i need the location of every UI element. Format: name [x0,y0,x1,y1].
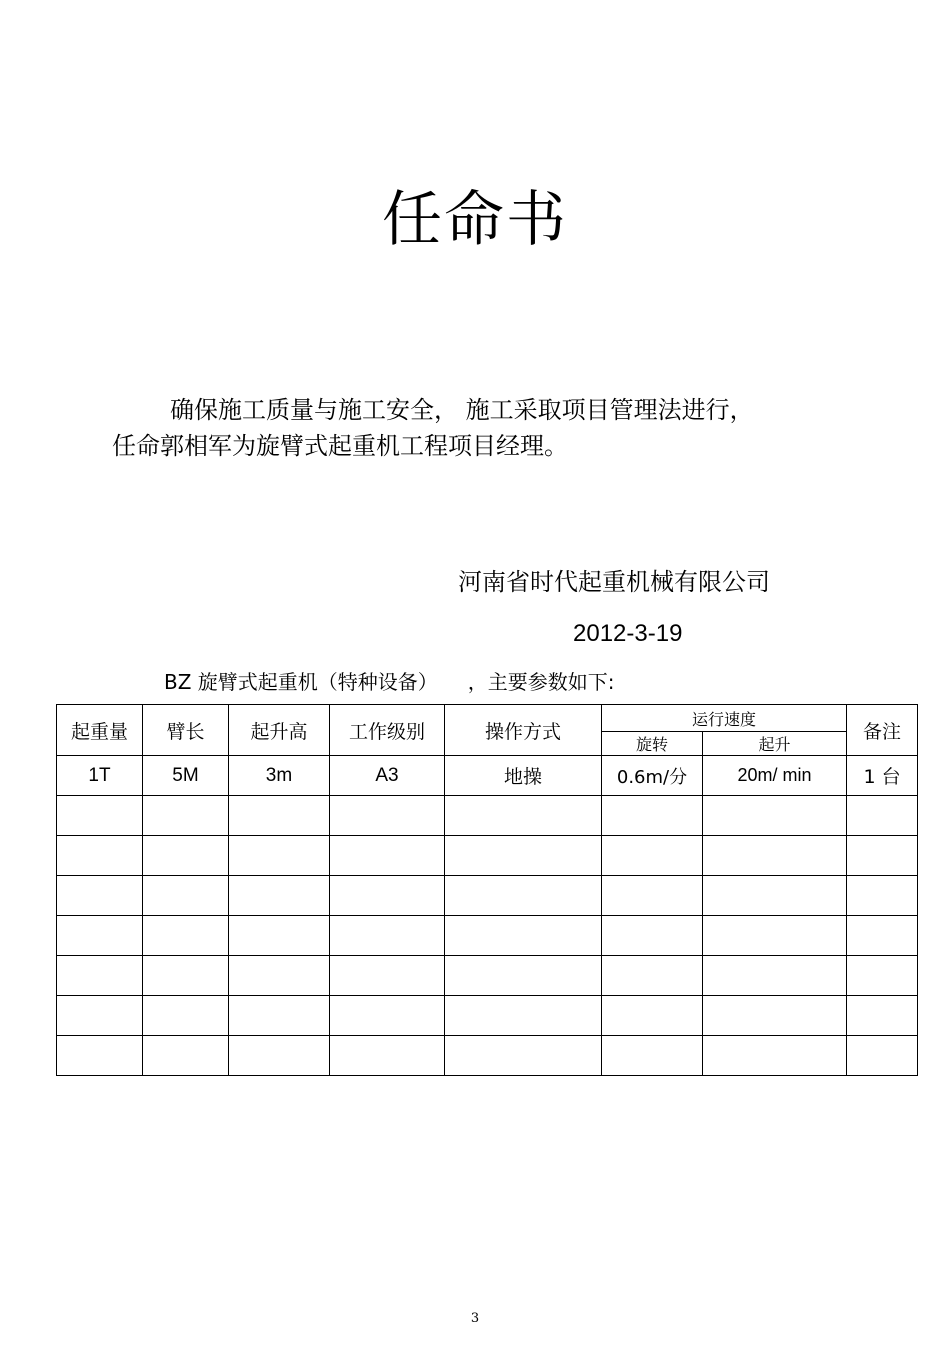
table-row [57,916,918,956]
header-speed-rotate: 旋转 [602,732,703,756]
cell-capacity: 1T [57,756,143,796]
header-speed-lift: 起升 [703,732,847,756]
cell-lift-height: 3m [229,756,330,796]
page-number: 3 [470,1311,480,1326]
header-capacity: 起重量 [57,705,143,756]
cell-work-class: A3 [330,756,445,796]
paragraph-line-1: 确保施工质量与施工安全， 施工采取项目管理法进行， [170,396,754,424]
table-row [57,756,918,796]
cell-operation: 地操 [445,756,602,796]
header-arm-length: 臂长 [143,705,229,756]
table-row [57,876,918,916]
document-title: 任命书 [382,185,568,255]
appointment-paragraph [112,392,832,464]
cell-speed-lift: 20m/ min [703,756,847,796]
header-operation: 操作方式 [445,705,602,756]
company-name: 河南省时代起重机械有限公司 [458,568,770,596]
table-row [57,996,918,1036]
cell-arm-length: 5M [143,756,229,796]
table-row [57,836,918,876]
parameters-table [56,704,918,1076]
header-lift-height: 起升高 [229,705,330,756]
document-date: 2012-3-19 [573,620,683,647]
intro-equipment: BZ 旋臂式起重机（特种设备） [164,670,438,694]
table-row [57,796,918,836]
intro-params: ，主要参数如下: [467,670,615,694]
table-row [57,1036,918,1076]
cell-remark: 1 台 [847,756,918,796]
header-remark: 备注 [847,705,918,756]
table-row [57,956,918,996]
equipment-intro [164,668,615,696]
header-work-class: 工作级别 [330,705,445,756]
header-speed: 运行速度 [602,705,847,732]
paragraph-line-2: 任命郭相军为旋臂式起重机工程项目经理。 [112,432,568,460]
cell-speed-rotate: 0.6m/分 [602,756,703,796]
